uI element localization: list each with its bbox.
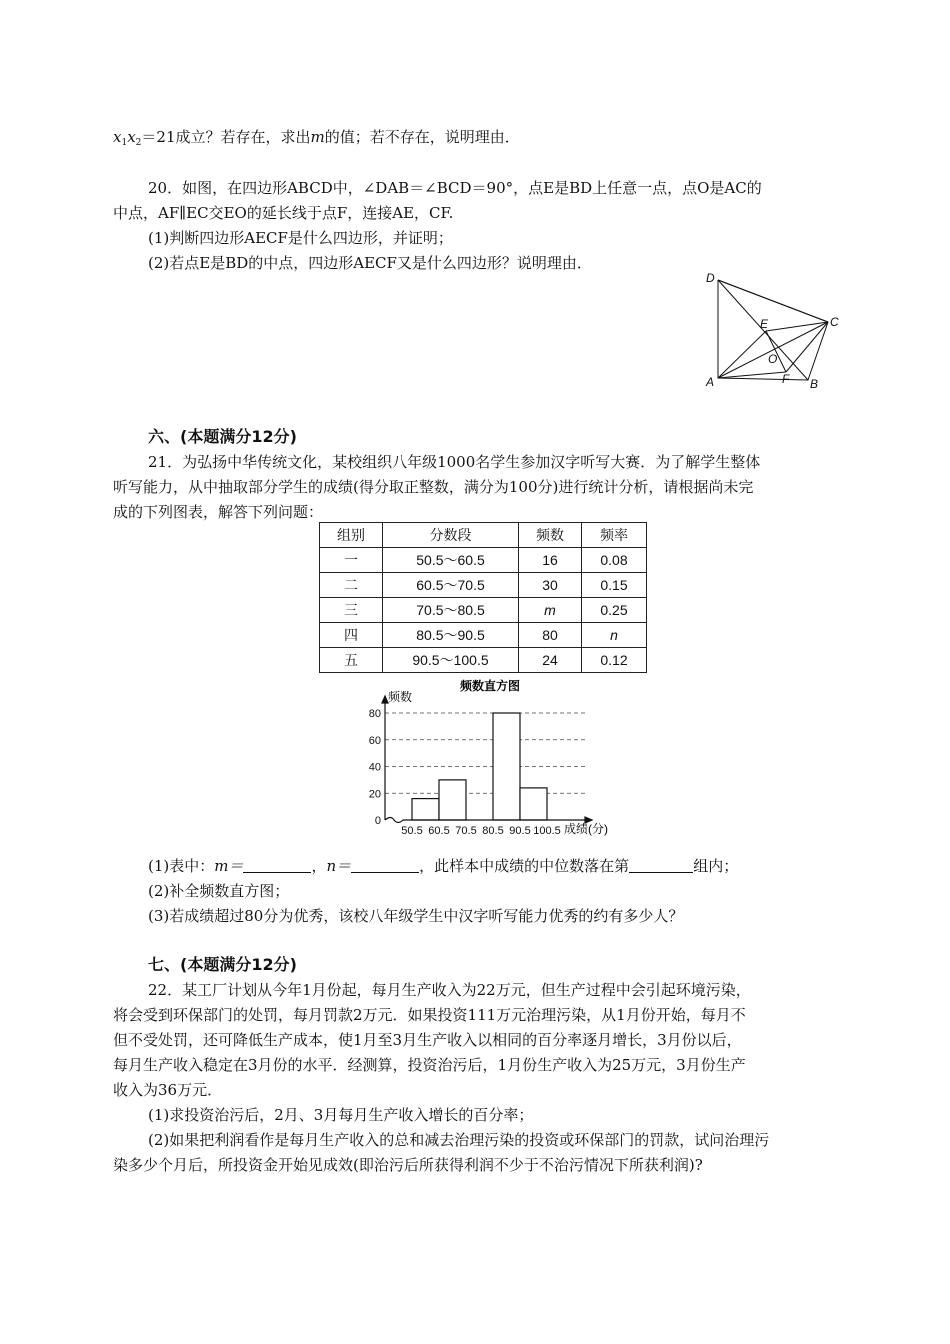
table-header-row bbox=[320, 523, 647, 548]
answer-blank-m[interactable] bbox=[243, 856, 311, 873]
x-tick-label: 90.5 bbox=[509, 825, 531, 837]
cell-group: 三 bbox=[320, 598, 383, 623]
table-row bbox=[320, 573, 647, 598]
x-tick-label: 100.5 bbox=[533, 825, 561, 837]
frequency-table bbox=[319, 522, 647, 673]
histogram-bar bbox=[493, 713, 520, 820]
cell-group: 二 bbox=[320, 573, 383, 598]
header-range: 分数段 bbox=[383, 523, 519, 548]
q21-line3: 成的下列图表，解答下列问题： bbox=[113, 503, 324, 521]
q22-part2-line2: 染多少个月后，所投资金开始见成效(即治污后所获得利润不少于不治污情况下所获利润)? bbox=[113, 1156, 703, 1174]
q20-line2: 中点，AF∥EC交EO的延长线于点F，连接AE，CF. bbox=[113, 204, 454, 222]
cell-rate: 0.25 bbox=[582, 598, 647, 623]
label-d: D bbox=[706, 271, 715, 285]
answer-blank-n[interactable] bbox=[351, 856, 419, 873]
segment-cf bbox=[786, 322, 828, 372]
cell-count: 24 bbox=[519, 648, 582, 673]
label-f: F bbox=[782, 372, 790, 386]
cell-group: 五 bbox=[320, 648, 383, 673]
segment-ae bbox=[718, 331, 766, 378]
q19-tail: $x_1x_2=21$成立？若存在，求出m的值；若不存在，说明理由． bbox=[113, 128, 520, 148]
histogram-bar bbox=[439, 780, 466, 820]
cell-range: 50.5～60.5 bbox=[383, 548, 519, 573]
label-c: C bbox=[830, 315, 839, 329]
frequency-histogram bbox=[360, 678, 660, 843]
section6-heading: 六、(本题满分12分) bbox=[148, 427, 297, 446]
x-tick-label: 80.5 bbox=[482, 825, 504, 837]
q20-line1: 20．如图，在四边形ABCD中，∠DAB＝∠BCD＝90°，点E是BD上任意一点，点O是AC的 bbox=[148, 179, 762, 197]
cell-range: 90.5～100.5 bbox=[383, 648, 519, 673]
histogram-bar bbox=[520, 788, 547, 820]
y-axis-label: 频数 bbox=[388, 690, 413, 704]
x-tick-label: 70.5 bbox=[455, 825, 477, 837]
q22-line4: 每月生产收入稳定在3月份的水平．经测算，投资治污后，1月份生产收入为25万元，3月份生产 bbox=[113, 1056, 746, 1074]
x-tick-label: 50.5 bbox=[401, 825, 423, 837]
table-row bbox=[320, 623, 647, 648]
q22-line3: 但不受处罚，还可降低生产成本，使1月至3月生产收入以相同的百分率逐月增长，3月份以后， bbox=[113, 1031, 742, 1049]
y-tick-label: 60 bbox=[368, 734, 381, 747]
y-tick-label: 80 bbox=[368, 708, 381, 720]
cell-rate: 0.12 bbox=[582, 648, 647, 673]
q21-part3: (3)若成绩超过80分为优秀，该校八年级学生中汉字听写能力优秀的约有多少人？ bbox=[148, 907, 684, 925]
q22-line2: 将会受到环保部门的处罚，每月罚款2万元．如果投资111万元治理污染，从1月份开始，每月不 bbox=[113, 1006, 746, 1024]
label-e: E bbox=[760, 317, 769, 331]
cell-group: 一 bbox=[320, 548, 383, 573]
q22-part1: (1)求投资治污后，2月、3月每月生产收入增长的百分率； bbox=[148, 1106, 534, 1124]
q22-part2-line1: (2)如果把利润看作是每月生产收入的总和减去治理污染的投资或环保部门的罚款，试问治理污 bbox=[148, 1131, 770, 1149]
section7-heading: 七、(本题满分12分) bbox=[148, 955, 297, 974]
q20-part1: (1)判断四边形AECF是什么四边形，并证明； bbox=[148, 229, 453, 247]
cell-count: 16 bbox=[519, 548, 582, 573]
header-group: 组别 bbox=[320, 523, 383, 548]
table-row bbox=[320, 598, 647, 623]
cell-rate: 0.08 bbox=[582, 548, 647, 573]
q20-part2: (2)若点E是BD的中点，四边形AECF又是什么四边形？说明理由． bbox=[148, 254, 592, 272]
cell-count: m bbox=[519, 598, 582, 623]
cell-rate: n bbox=[582, 623, 647, 648]
y-tick-label: 0 bbox=[374, 815, 381, 827]
header-count: 频数 bbox=[519, 523, 582, 548]
q21-line1: 21．为弘扬中华传统文化，某校组织八年级1000名学生参加汉字听写大赛．为了解学生整体 bbox=[148, 453, 761, 471]
table-row bbox=[320, 548, 647, 573]
table-row bbox=[320, 648, 647, 673]
segment-dc bbox=[718, 280, 828, 322]
label-b: B bbox=[810, 377, 819, 391]
x-tick-label: 60.5 bbox=[428, 825, 450, 837]
q21-line2: 听写能力，从中抽取部分学生的成绩(得分取正整数，满分为100分)进行统计分析，请根据尚未完 bbox=[113, 478, 754, 496]
cell-range: 70.5～80.5 bbox=[383, 598, 519, 623]
answer-blank-group[interactable] bbox=[629, 856, 693, 873]
q22-line1: 22．某工厂计划从今年1月份起，每月生产收入为22万元，但生产过程中会引起环境污染， bbox=[148, 981, 751, 999]
cell-count: 80 bbox=[519, 623, 582, 648]
cell-range: 60.5～70.5 bbox=[383, 573, 519, 598]
chart-title: 频数直方图 bbox=[459, 679, 521, 693]
label-o: O bbox=[768, 352, 778, 366]
q20-figure bbox=[700, 268, 840, 393]
x-axis-label: 成绩(分) bbox=[564, 822, 608, 836]
header-rate: 频率 bbox=[582, 523, 647, 548]
q21-part1: (1)表中：m＝ ，n＝ ，此样本中成绩的中位数落在第 组内； bbox=[148, 857, 739, 875]
cell-rate: 0.15 bbox=[582, 573, 647, 598]
cell-group: 四 bbox=[320, 623, 383, 648]
label-a: A bbox=[706, 375, 715, 389]
y-tick-label: 40 bbox=[368, 761, 381, 774]
cell-range: 80.5～90.5 bbox=[383, 623, 519, 648]
q21-part2: (2)补全频数直方图； bbox=[148, 882, 290, 900]
q22-line5: 收入为36万元． bbox=[113, 1081, 223, 1099]
cell-count: 30 bbox=[519, 573, 582, 598]
histogram-bar bbox=[412, 799, 439, 820]
y-tick-label: 20 bbox=[368, 788, 381, 801]
